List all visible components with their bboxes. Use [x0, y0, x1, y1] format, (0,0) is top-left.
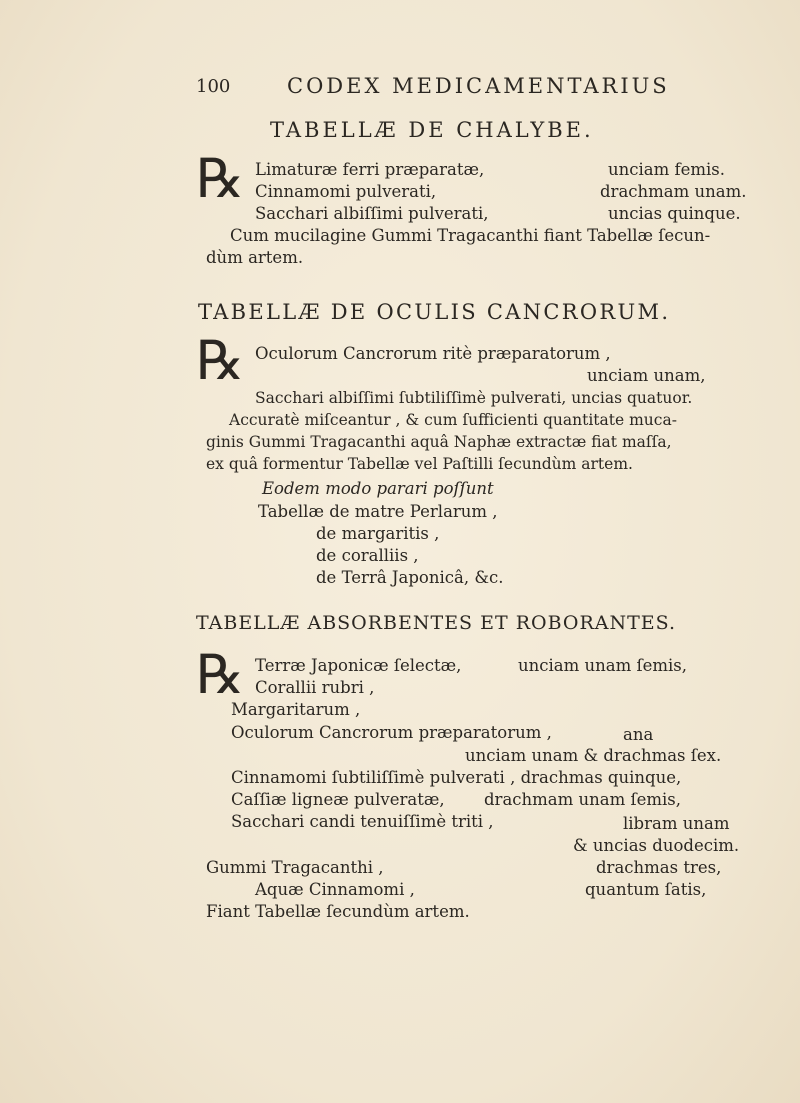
ingredient-line: Sacchari albiſſimi pulverati, [255, 204, 489, 223]
ingredient-line: Gummi Tragacanthi , [206, 858, 384, 877]
instruction-line: ex quâ formentur Tabellæ vel Paſtilli ſecundùm artem. [206, 455, 633, 473]
quantity-line: unciam unam ſemis, [518, 656, 687, 675]
instruction-line: Cum mucilagine Gummi Tragacanthi fiant Tabellæ ſecun- [230, 226, 711, 245]
quantity-line: drachmam unam ſemis, [484, 790, 682, 809]
instruction-line: dùm artem. [206, 248, 304, 267]
running-title: CODEX MEDICAMENTARIUS [287, 74, 670, 98]
instruction-line: Accuratè miſceantur , & cum ſufficienti quantitate muca- [229, 411, 677, 429]
quantity-line: ana [623, 725, 654, 744]
instruction-line: Fiant Tabellæ ſecundùm artem. [206, 902, 470, 921]
ingredient-line: Cinnamomi pulverati, [255, 182, 437, 201]
folio-number: 100 [196, 76, 231, 97]
ingredient-line: Caſſiæ ligneæ pulveratæ, [231, 790, 445, 809]
sub-list-item: de coralliis , [316, 546, 419, 565]
quantity-line: drachmam unam. [600, 182, 747, 201]
ingredient-line: Sacchari candi tenuiſſimè triti , [231, 812, 494, 831]
ingredient-line: Aquæ Cinnamomi , [255, 880, 415, 899]
section-title-oculis: TABELLÆ DE OCULIS CANCRORUM. [198, 300, 671, 324]
ingredient-line: Cinnamomi ſubtiliſſimè pulverati , drachmas quinque, [231, 768, 682, 787]
sub-list-item: de margaritis , [316, 524, 440, 543]
quantity-line: unciam unam, [587, 366, 706, 385]
quantity-line: drachmas tres, [596, 858, 722, 877]
ingredient-line: Oculorum Cancrorum ritè præparatorum , [255, 344, 611, 363]
section-title-absorbentes: TABELLÆ ABSORBENTES ET ROBORANTES. [196, 612, 677, 634]
quantity-line: & uncias duodecim. [573, 836, 740, 855]
recipe-symbol: ℞ [196, 643, 245, 706]
quantity-line: quantum ſatis, [585, 880, 707, 899]
ingredient-line: Margaritarum , [231, 700, 361, 719]
ingredient-line: Sacchari albiſſimi ſubtiliſſimè pulverati, uncias quatuor. [255, 389, 693, 407]
section-title-chalybe: TABELLÆ DE CHALYBE. [270, 118, 594, 142]
ingredient-line: Corallii rubri , [255, 678, 375, 697]
instruction-line: ginis Gummi Tragacanthi aquâ Naphæ extractæ fiat maſſa, [206, 433, 672, 451]
ingredient-line: Oculorum Cancrorum præparatorum , [231, 723, 552, 742]
sub-list-item: de Terrâ Japonicâ, &c. [316, 568, 504, 587]
quantity-line: unciam femis. [608, 160, 726, 179]
subheading-italic: Eodem modo parari poſſunt [262, 479, 494, 498]
ingredient-line: Terræ Japonicæ ſelectæ, [255, 656, 462, 675]
recipe-symbol: ℞ [196, 147, 245, 210]
recipe-symbol: ℞ [196, 329, 245, 392]
quantity-line: libram unam [623, 814, 730, 833]
quantity-line: uncias quinque. [608, 204, 741, 223]
sub-list-item: Tabellæ de matre Perlarum , [258, 502, 498, 521]
ingredient-line: Limaturæ ferri præparatæ, [255, 160, 485, 179]
quantity-line: unciam unam & drachmas ſex. [465, 746, 722, 765]
